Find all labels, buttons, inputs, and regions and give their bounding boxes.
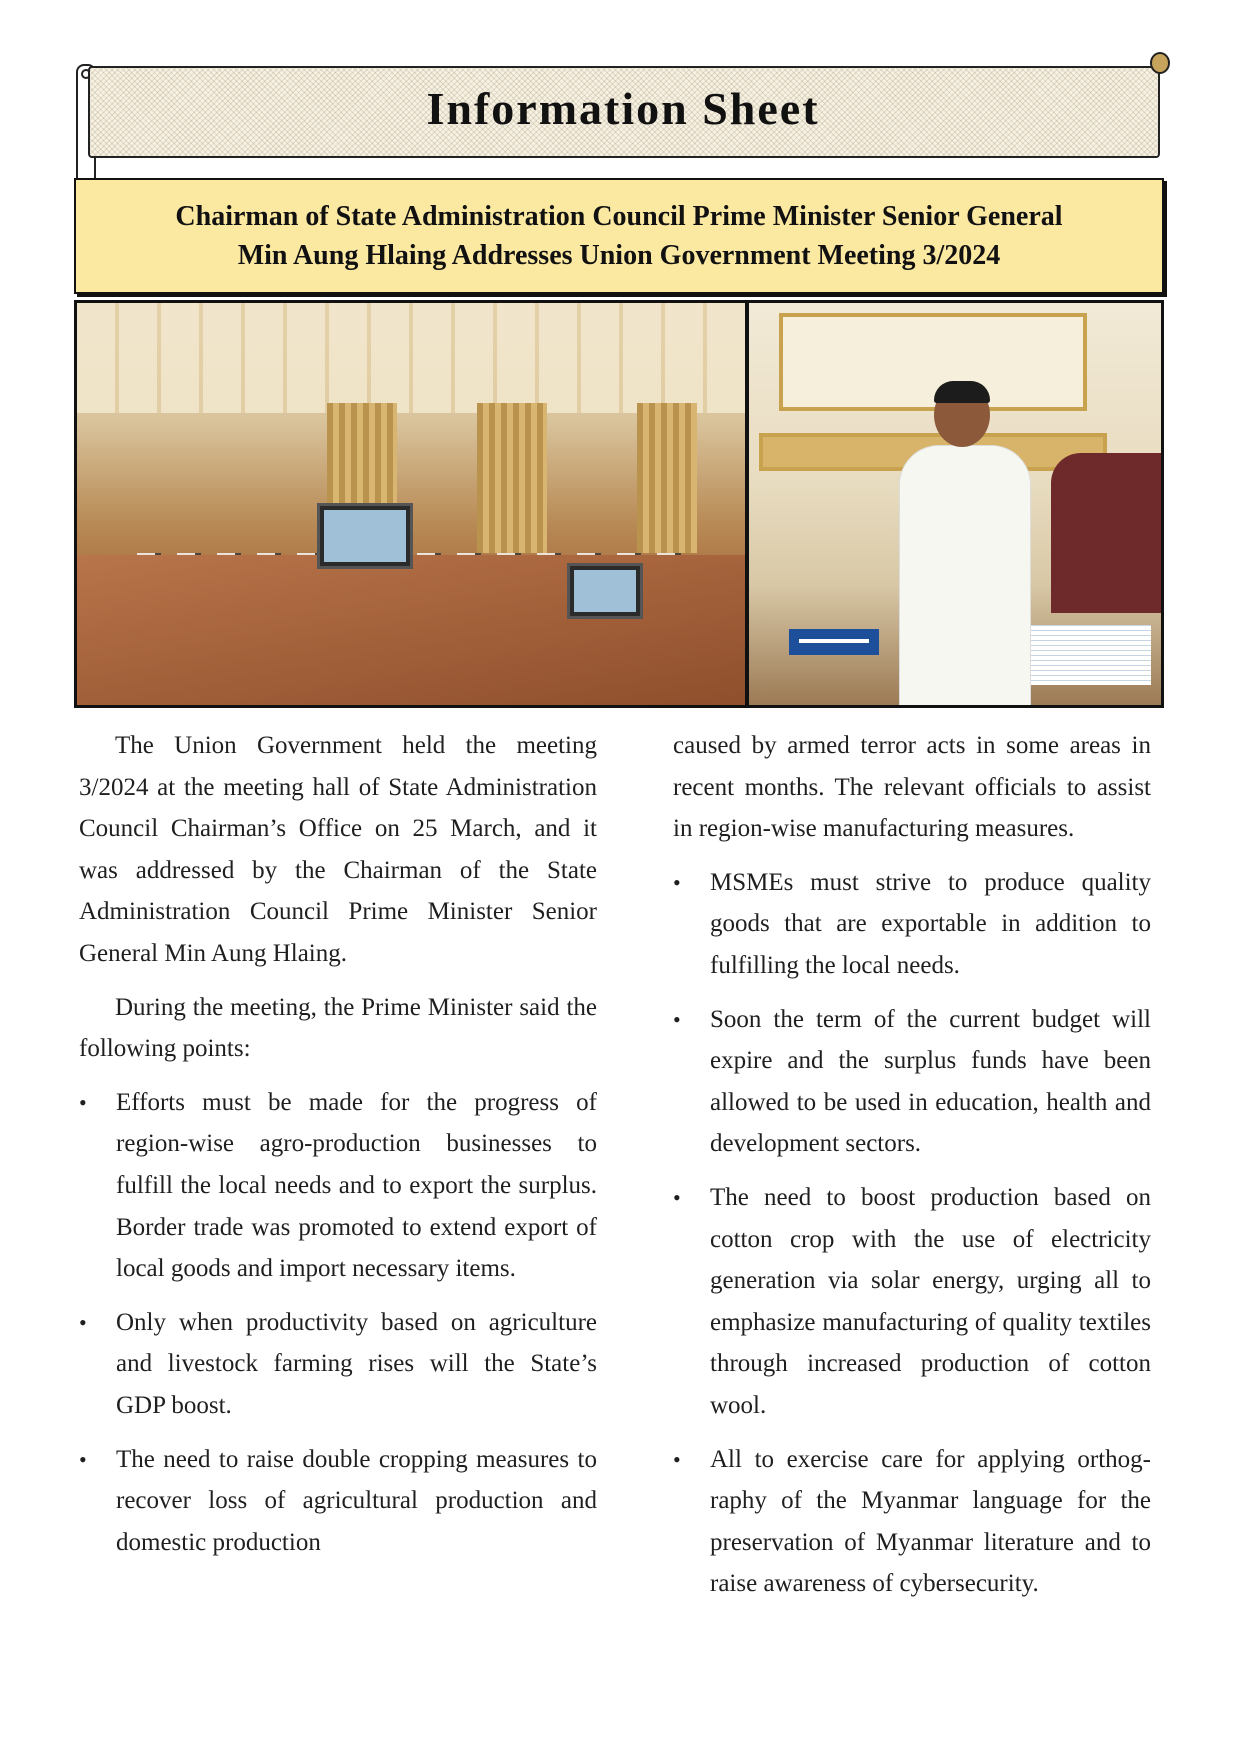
- photo-strip: [74, 300, 1164, 708]
- list-item: [673, 1439, 1151, 1605]
- list-item: [79, 1302, 597, 1427]
- headline-line-1: Chairman of State Administration Council Prime Minister Senior General: [175, 201, 1063, 232]
- list-item: [79, 1439, 597, 1564]
- bullet-text: The need to boost production based on cotton crop with the use of electricity generation via solar energy, urging all to emphasize manufacturing of quality textiles through increased production of cotton wool.: [710, 1183, 1151, 1419]
- bullet-icon: •: [673, 1006, 681, 1032]
- monitor-graphic: [317, 503, 413, 569]
- scroll-curl-right: [1150, 52, 1170, 74]
- continued-bullet-text: caused by armed terror acts in some areas in recent months. The relevant officials to assist in region-wise manufacturing measures.: [673, 732, 1151, 843]
- headline-text: [145, 197, 1092, 275]
- curtain-graphic: [477, 403, 547, 553]
- curtain-graphic: [637, 403, 697, 553]
- intro-paragraph: The Union Government held the meeting 3/2024 at the meeting hall of State Administration Council Chairman’s Office on 25 March, and it was addressed by the Chairman of the State Administration Council Prime Minister Senior General Min Aung Hlaing.: [79, 732, 597, 967]
- meeting-hall-photo: [77, 303, 745, 705]
- bullet-text: The need to raise double cropping measures to recover loss of agricultural production and domestic production: [116, 1445, 597, 1556]
- points-intro-paragraph: During the meeting, the Prime Minister said the following points:: [79, 993, 597, 1063]
- prime-minister-photo: [749, 303, 1161, 705]
- nameplate-graphic: [789, 629, 879, 655]
- bullet-text: MSMEs must strive to produce quality goods that are exportable in addition to fulfilling the local needs.: [710, 868, 1151, 979]
- bullet-text: Efforts must be made for the progress of region-wise agro-production businesses to fulfill the local needs and to export the surplus. Border trade was promoted to extend export of local goods and import necessary items.: [116, 1088, 597, 1283]
- bullet-text: All to exercise care for applying orthography of the Myanmar language for the preservation of Myanmar literature and to raise awareness of cybersecurity.: [710, 1445, 1151, 1598]
- list-item: [79, 1082, 597, 1290]
- conference-table-graphic: [77, 555, 745, 705]
- list-item: [673, 1177, 1151, 1427]
- headline-line-2: Min Aung Hlaing Addresses Union Government Meeting 3/2024: [237, 240, 1001, 271]
- ceiling-graphic: [77, 303, 745, 413]
- speaker-figure: [899, 383, 1029, 703]
- bullet-icon: •: [79, 1446, 87, 1472]
- bullet-icon: •: [79, 1089, 87, 1115]
- page-title: Information Sheet: [426, 83, 820, 134]
- right-bullet-list: [673, 862, 1151, 1605]
- papers-graphic: [1031, 625, 1151, 685]
- bullet-icon: •: [673, 869, 681, 895]
- list-item: [673, 999, 1151, 1165]
- left-column: [79, 725, 597, 1575]
- headline-box: [74, 178, 1164, 294]
- right-column: [673, 725, 1151, 1617]
- chair-graphic: [1051, 453, 1161, 613]
- bullet-text: Soon the term of the current budget will expire and the surplus funds have been allowed to be used in education, health and development sectors.: [710, 1005, 1151, 1158]
- bullet-icon: •: [79, 1309, 87, 1335]
- bullet-icon: •: [673, 1446, 681, 1472]
- list-item: [673, 862, 1151, 987]
- monitor-graphic: [567, 563, 643, 619]
- bullet-text: Only when productivity based on agriculture and livestock farming rises will the State’s GDP boost.: [116, 1308, 597, 1419]
- left-bullet-list: [79, 1082, 597, 1564]
- title-banner: [76, 60, 1170, 160]
- bullet-icon: •: [673, 1184, 681, 1210]
